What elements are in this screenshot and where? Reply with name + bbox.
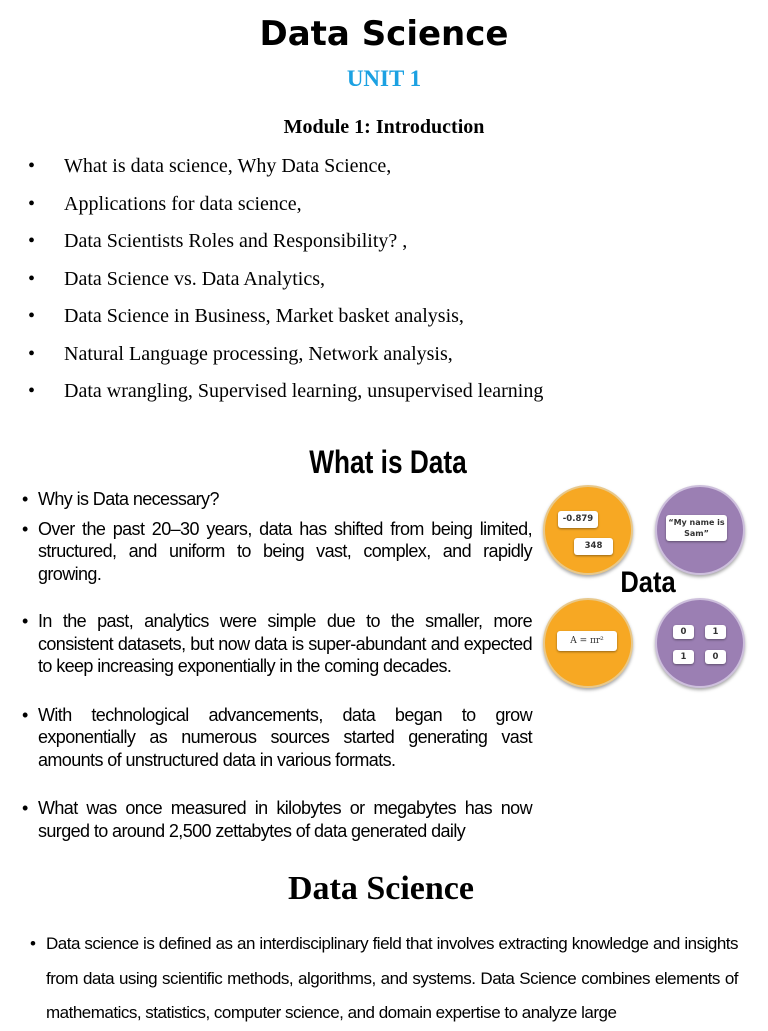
numeric-data-circle	[543, 485, 633, 575]
binary-chip: 1	[705, 625, 726, 639]
list-item: • Over the past 20–30 years, data has shifted from being limited, structured, and uniform to being vast, complex, and rapidly growing.	[22, 518, 532, 586]
list-item: • Data Science vs. Data Analytics,	[28, 263, 543, 301]
text-chip: “My name is Sam”	[666, 515, 727, 541]
list-item: • Why is Data necessary?	[22, 488, 532, 511]
binary-chip: 0	[673, 625, 694, 639]
list-item: • Data wrangling, Supervised learning, unsupervised learning	[28, 375, 543, 413]
binary-chip: 1	[673, 650, 694, 664]
data-science-paragraph: • Data science is defined as an interdisciplinary field that involves extracting knowledge and insights from data using scientific methods, algorithms, and systems. Data Science combines elements of mathematics, statistics, computer science, and domain expertise to analyze large	[30, 927, 738, 1031]
list-item: • What is data science, Why Data Science,	[28, 150, 543, 188]
module-heading: Module 1: Introduction	[283, 116, 485, 138]
document-title: Data Science	[259, 14, 509, 54]
numeric-chip: 348	[574, 538, 613, 555]
unit-label: UNIT 1	[346, 66, 422, 91]
list-item: • Data Scientists Roles and Responsibility? ,	[28, 225, 543, 263]
binary-chip: 0	[705, 650, 726, 664]
numeric-chip: -0.879	[558, 511, 598, 528]
formula-chip: A = πr²	[557, 631, 617, 651]
data-types-graphic	[540, 482, 750, 692]
list-item: • In the past, analytics were simple due to the smaller, more consistent datasets, but now data is super-abundant and expected to keep increasing exponentially in the coming decades.	[22, 610, 532, 678]
binary-data-circle	[655, 598, 745, 688]
what-is-data-list	[22, 488, 532, 842]
list-item: • With technological advancements, data began to grow exponentially as numerous sources started generating vast amounts of unstructured data in various formats.	[22, 704, 532, 772]
text-data-circle	[655, 485, 745, 575]
list-item: • Data Science in Business, Market basket analysis,	[28, 300, 543, 338]
data-label: Data	[620, 566, 676, 599]
formula-data-circle	[543, 598, 633, 688]
data-science-heading: Data Science	[287, 870, 474, 907]
list-item: • What was once measured in kilobytes or megabytes has now surged to around 2,500 zettabytes of data generated daily	[22, 797, 532, 842]
topic-list	[28, 150, 543, 413]
what-is-data-heading: What is Data	[309, 444, 467, 480]
list-item: • Natural Language processing, Network analysis,	[28, 338, 543, 376]
list-item: • Applications for data science,	[28, 188, 543, 226]
